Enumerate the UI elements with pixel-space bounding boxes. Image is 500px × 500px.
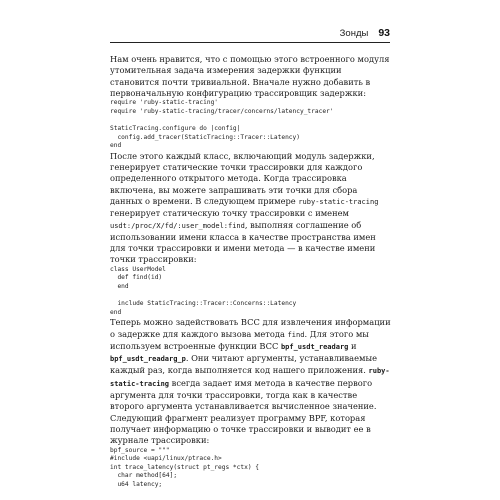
inline-code: find xyxy=(287,330,305,339)
text: всегда задает имя метода в качестве первого аргумента для точки трассировки, тогда как в качестве второго аргумента устанавливается вычисленное значение. Следующий фрагмент реализует программу BPF, которая получает информацию о точке трассировки и выводит ее в журнале трассировки: xyxy=(110,377,377,446)
text: Теперь можно задействовать BCC для извлечения информации о задержке для каждого вызова метода xyxy=(110,317,391,339)
inline-code: ruby-static-tracing xyxy=(298,197,379,206)
text: и xyxy=(348,340,357,351)
inline-code: bpf_usdt_readarg_p xyxy=(110,355,186,364)
page-number: 93 xyxy=(378,26,390,39)
paragraph-intro: Нам очень нравится, что с помощью этого встроенного модуля утомительная задача измерения задержки функции становится почти тривиальной. Вначале нужно добавить в первоначальную конфигурацию трассировщик задержки: xyxy=(110,54,390,98)
inline-code: bpf_usdt_readarg xyxy=(280,342,349,351)
paragraph-latency-module xyxy=(110,151,392,266)
code-block-bpf-source: bpf_source = """ #include <uapi/linux/ptrace.h> int trace_latency(struct pt_regs *ctx) { char method[64]; u64 latency; xyxy=(110,446,260,488)
paragraph-bcc xyxy=(110,317,392,446)
running-header xyxy=(110,24,390,43)
inline-code: ruby-static-tracing xyxy=(110,367,390,388)
page-body xyxy=(110,54,392,490)
text: . Они читают аргументы, устанавливаемые каждый раз, когда выполняется код нашего приложения. xyxy=(110,353,377,376)
text: , выполняя соглашение об использовании имени класса в качестве пространства имен для точки трассировки и имени метода — в качестве имени точки трассировки: xyxy=(110,219,376,265)
chapter-title: Зонды xyxy=(339,27,369,39)
inline-code: usdt:/proc/X/fd/:user_model:find xyxy=(110,221,245,230)
code-block-config: require 'ruby-static-tracing' require 'ruby-static-tracing/tracer/concerns/latency_tracer' StaticTracing.configure do |config| config.add_tracer(StaticTracing::Tracer::Latency) end xyxy=(110,99,334,150)
code-block-user-model: class UserModel def find(id) end include StaticTracing::Tracer::Concerns::Latency end xyxy=(110,265,297,316)
text: генерирует статическую точку трассировки с именем xyxy=(110,208,349,219)
text: . Для этого мы используем встроенные функции BCC xyxy=(110,328,369,351)
text: После этого каждый класс, включающий модуль задержки, генерирует статические точки трассировки для каждого определенного открытого метода. Когда трассировка включена, вы можете запрашивать эти точки для сбора данных о времени. В следующем примере xyxy=(110,150,375,206)
